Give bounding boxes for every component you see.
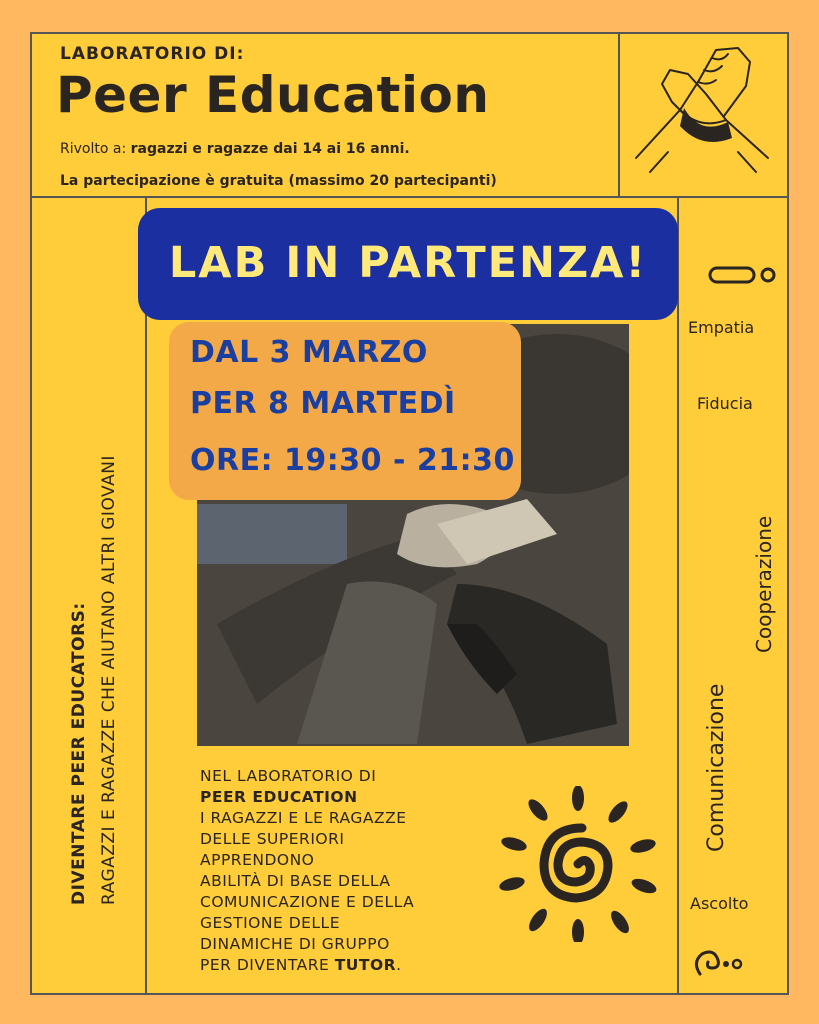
side-tagline: [69, 455, 119, 905]
target-value: ragazzi e ragazze dai 14 ai 16 anni.: [130, 141, 410, 157]
desc-line: NEL LABORATORIO DI: [200, 767, 377, 785]
divider-right: [677, 196, 679, 995]
desc-line: COMUNICAZIONE E DELLA: [200, 893, 415, 911]
desc-line-bold: PEER EDUCATION: [200, 788, 358, 806]
desc-line: DINAMICHE DI GRUPPO: [200, 935, 390, 953]
page-title: Peer Education: [56, 66, 490, 124]
desc-line: APPRENDONO: [200, 851, 315, 869]
desc-line: DELLE SUPERIORI: [200, 830, 345, 848]
swirl-icon: [690, 946, 750, 980]
keyword-ascolto: Ascolto: [690, 894, 749, 913]
desc-line: I RAGAZZI E LE RAGAZZE: [200, 809, 407, 827]
date-start: DAL 3 MARZO: [190, 335, 428, 370]
side-tagline-subtitle: RAGAZZI E RAGAZZE CHE AIUTANO ALTRI GIOVANI: [99, 455, 119, 905]
desc-prefix: PER DIVENTARE: [200, 956, 330, 974]
banner-text: LAB IN PARTENZA!: [168, 238, 648, 288]
launch-banner: [138, 208, 678, 320]
participation-note: La partecipazione è gratuita (massimo 20 partecipanti): [60, 173, 497, 189]
side-tagline-title: DIVENTARE PEER EDUCATORS:: [69, 602, 89, 905]
desc-tutor: TUTOR: [334, 956, 397, 974]
pretitle: LABORATORIO DI:: [60, 44, 245, 64]
keyword-comunicazione: Comunicazione: [704, 683, 729, 852]
keyword-cooperazione: Cooperazione: [752, 515, 776, 653]
desc-suffix: .: [396, 956, 402, 974]
keyword-empatia: Empatia: [688, 318, 755, 337]
lab-description: [200, 766, 540, 976]
desc-line-last: [200, 955, 540, 976]
divider-header: [30, 196, 789, 198]
toggle-icon: [708, 264, 778, 286]
keyword-fiducia: Fiducia: [697, 394, 753, 413]
handshake-icon: [628, 40, 778, 188]
divider-right-top: [618, 32, 620, 198]
date-time: ORE: 19:30 - 21:30: [190, 443, 515, 478]
target-label: Rivolto a:: [60, 141, 127, 157]
target-audience: [60, 141, 410, 157]
desc-line: ABILITÀ DI BASE DELLA: [200, 872, 391, 890]
date-frequency: PER 8 MARTEDÌ: [190, 386, 456, 421]
desc-line: GESTIONE DELLE: [200, 914, 340, 932]
